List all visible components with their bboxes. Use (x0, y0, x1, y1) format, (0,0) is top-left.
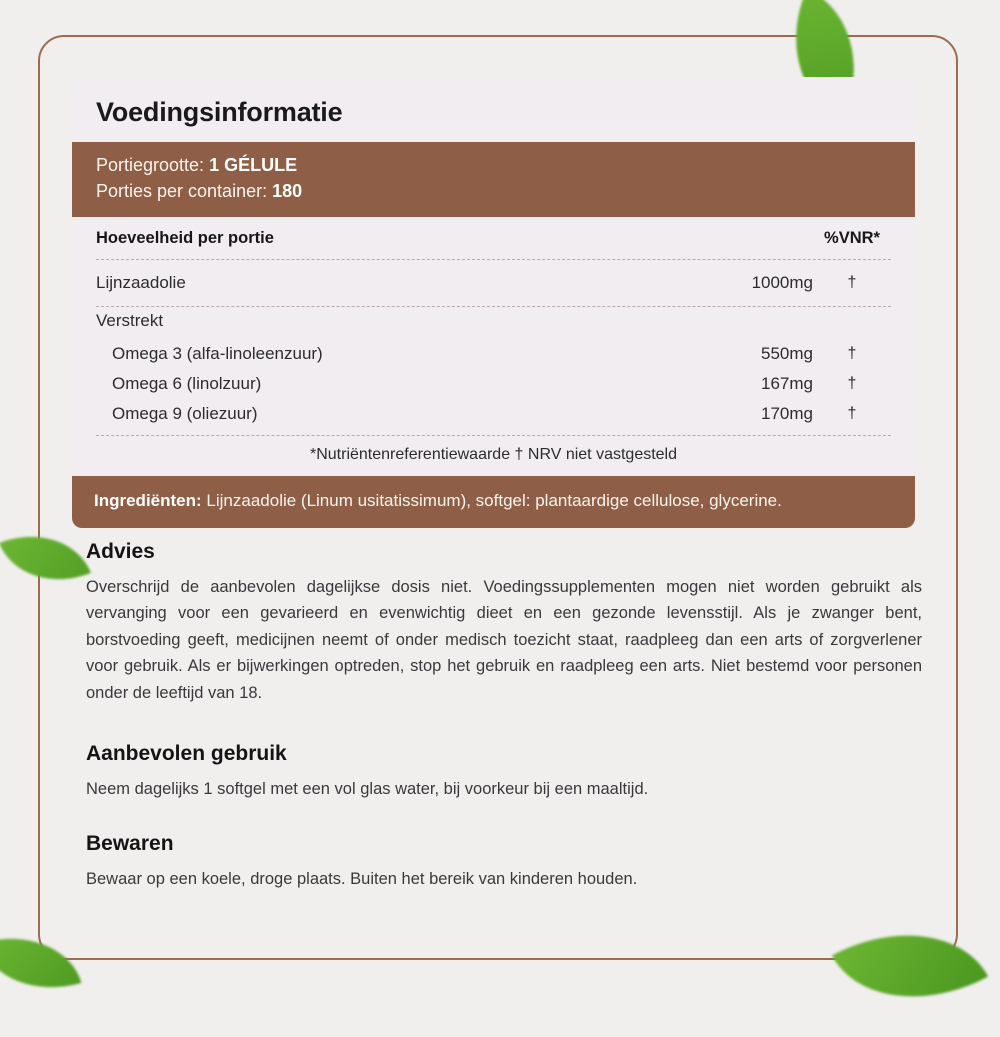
section-title: Advies (86, 540, 155, 563)
table-footnote: *Nutriëntenreferentiewaarde † NRV niet vastgesteld (72, 436, 915, 476)
nutrient-amount: 1000mg (751, 273, 813, 293)
serving-size-label: Portiegrootte: (96, 155, 205, 175)
lower-content (86, 540, 922, 919)
card-title-bar (72, 77, 915, 142)
nutrient-name: Lijnzaadolie (96, 273, 186, 293)
nutrient-amount: 170mg (761, 404, 813, 424)
section-title: Bewaren (86, 832, 174, 856)
nutrition-table (72, 217, 915, 436)
section-body: Overschrijd de aanbevolen dagelijkse dosis niet. Voedingssupplementen mogen niet worden gebruikt als vervanging voor een gevarieerd en evenwichtig dieet en een gezonde levensstijl. Als je zwanger bent, borstvoeding geeft, medicijnen neemt of onder medisch toezicht staat, raadpleeg dan een arts of zorgverlener voor gebruik. Als er bijwerkingen optreden, stop het gebruik en raadpleeg een arts. Niet bestemd voor personen onder de leeftijd van 18. (86, 578, 922, 702)
nutrient-daily-value: † (847, 405, 857, 423)
nutrient-amount: 167mg (761, 374, 813, 394)
serving-size-value: 1 GÉLULE (209, 155, 298, 175)
table-header-row (96, 217, 891, 260)
page-title: Voedingsinformatie (96, 97, 343, 127)
servings-per-container-label: Porties per container: (96, 180, 268, 201)
column-header-daily-value: %VNR* (824, 229, 880, 248)
table-row (96, 369, 891, 399)
section-body: Neem dagelijks 1 softgel met een vol glas water, bij voorkeur bij een maaltijd. (86, 779, 649, 798)
section-aanbevolen-gebruik (86, 742, 922, 802)
ingredients-text: Lijnzaadolie (Linum usitatissimum), softgel: plantaardige cellulose, glycerine. (206, 491, 782, 511)
leaf-icon-left (0, 515, 91, 600)
ingredients-bar (72, 476, 915, 528)
nutrient-group-label-row (96, 307, 891, 339)
section-advies (86, 540, 922, 706)
section-title: Aanbevolen gebruik (86, 741, 287, 765)
serving-information-bar (72, 142, 915, 217)
table-row (96, 260, 891, 307)
servings-per-container-line (96, 179, 891, 205)
serving-size-line (96, 153, 891, 179)
table-row (96, 399, 891, 429)
leaf-icon-bottom-left (0, 919, 81, 1006)
nutrient-amount: 550mg (761, 344, 813, 364)
table-row (96, 339, 891, 369)
nutrient-daily-value: † (847, 375, 857, 393)
nutrition-facts-card (72, 77, 915, 528)
section-body: Bewaar op een koele, droge plaats. Buiten het bereik van kinderen houden. (86, 870, 638, 889)
nutrient-name: Omega 6 (linolzuur) (112, 374, 262, 394)
nutrient-group-label: Verstrekt (96, 311, 164, 331)
nutrient-name: Omega 9 (oliezuur) (112, 404, 258, 424)
ingredients-label: Ingrediënten: (94, 491, 202, 511)
section-bewaren (86, 832, 922, 892)
nutrient-daily-value: † (847, 274, 857, 292)
nutrient-name: Omega 3 (alfa-linoleenzuur) (112, 344, 323, 364)
column-header-amount-per-serving: Hoeveelheid per portie (96, 229, 274, 248)
nutrient-group (96, 307, 891, 436)
servings-per-container-value: 180 (272, 180, 303, 201)
nutrient-daily-value: † (847, 345, 857, 363)
